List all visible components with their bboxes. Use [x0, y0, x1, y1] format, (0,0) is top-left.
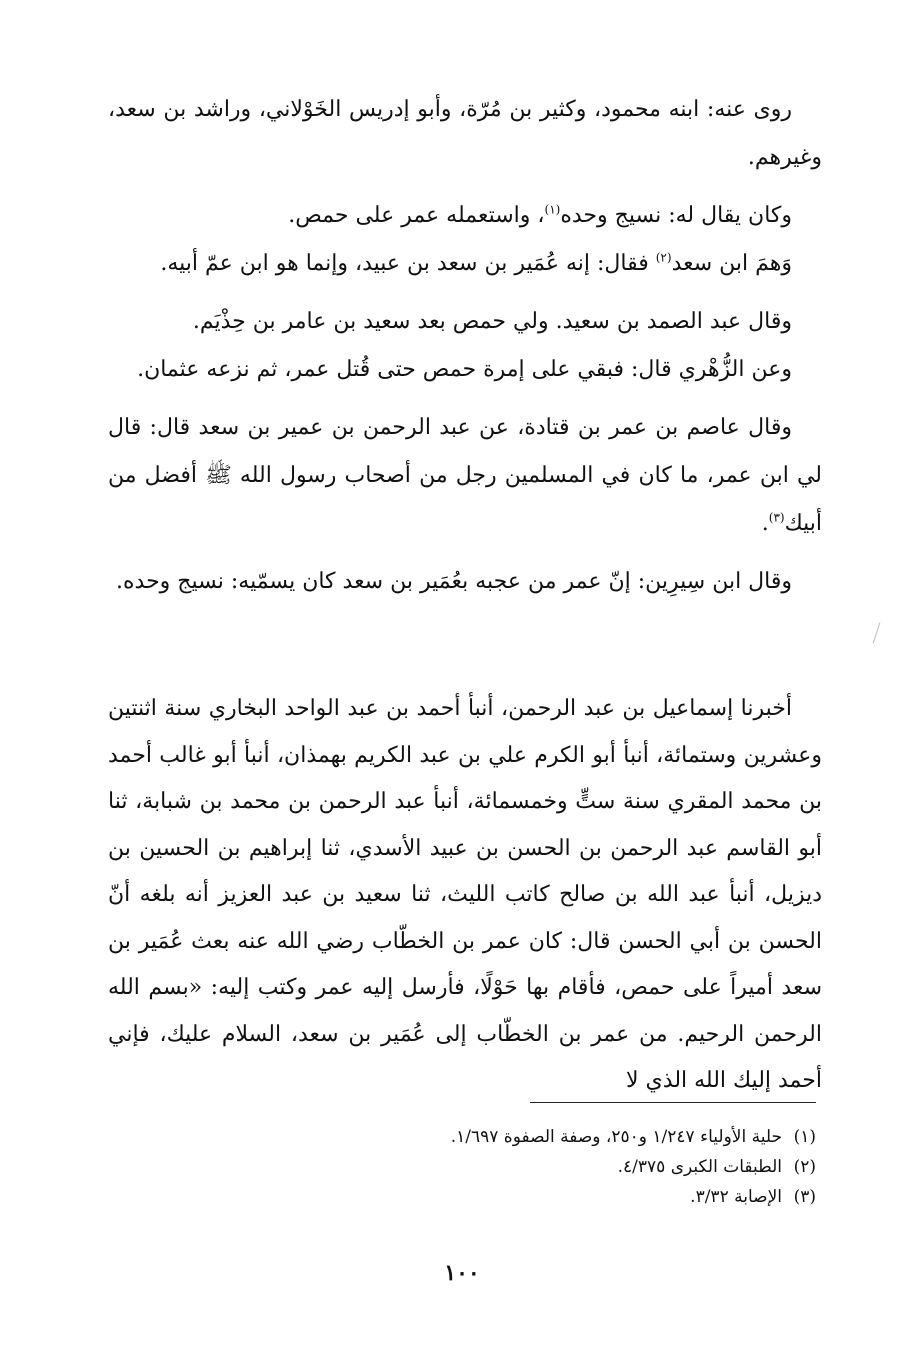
- hadith-paragraph: أخبرنا إسماعيل بن عبد الرحمن، أنبأ أحمد بن عبد الواحد البخاري سنة اثنتين وعشرين وستمائة، أنبأ أبو الكرم علي بن عبد الكريم بهمذان، أنبأ أبو غالب أحمد بن محمد المقري سنة ستٍّ وخمسمائة، أنبأ عبد الرحمن بن محمد بن شبابة، ثنا أبو القاسم عبد الرحمن بن الحسن بن عبيد الأسدي، ثنا إبراهيم بن الحسين بن ديزيل، أنبأ عبد الله بن صالح كاتب الليث، ثنا سعيد بن عبد العزيز أنه بلغه أنّ الحسن بن أبي الحسن قال: كان عمر بن الخطّاب رضي الله عنه بعث عُمَير بن سعد أميراً على حمص، فأقام بها حَوْلًا، فأرسل إليه عمر وكتب إليه: «بسم الله الرحمن الرحيم. من عمر بن الخطّاب إلى عُمَير بن سعد، السلام عليك، فإني أحمد إليك الله الذي لا: [108, 696, 822, 1093]
- footnote-2-number: (٢): [793, 1157, 816, 1177]
- footnote-1: [108, 1122, 816, 1152]
- footnote-2: [108, 1152, 816, 1182]
- footnote-3: [108, 1182, 816, 1212]
- narrators-paragraph: روى عنه: ابنه محمود، وكثير بن مُرّة، وأبو إدريس الخَوْلاني، وراشد بن سعد، وغيرهم.: [108, 97, 822, 170]
- ibn-saad-paragraph: [108, 240, 822, 288]
- footnote-1-text: حلية الأولياء ١/٢٤٧ و٢٥٠، وصفة الصفوة ١/٦٩٧.: [450, 1127, 782, 1147]
- footnotes: [108, 1122, 816, 1212]
- footnote-3-text: الإصابة ٣/٣٢.: [690, 1187, 782, 1207]
- zuhri-paragraph: وعن الزُّهْري قال: فبقي على إمرة حمص حتى قُتل عمر، ثم نزعه عثمان.: [137, 357, 792, 382]
- asim-paragraph: [108, 404, 822, 548]
- footnote-3-number: (٣): [793, 1187, 816, 1207]
- footnote-1-number: (١): [793, 1127, 816, 1147]
- nickname-text: وكان يقال له: نسيج وحده: [560, 203, 792, 228]
- footnote-divider: [530, 1102, 816, 1103]
- ibn-saad-text-end: فقال: إنه عُمَير بن سعد بن عبيد، وإنما هو ابن عمّ أبيه.: [160, 251, 656, 276]
- ibn-saad-text: وَهمَ ابن سعد: [671, 251, 792, 276]
- asim-text: وقال عاصم بن عمر بن قتادة، عن عبد الرحمن بن عمير بن سعد قال: قال لي ابن عمر، ما كان في المسلمين رجل من أصحاب رسول الله ﷺ أفضل من أبيك: [108, 415, 822, 536]
- footnote-marker-1: (١): [544, 202, 561, 217]
- footnote-marker-3: (٣): [768, 510, 785, 525]
- footnote-2-text: الطبقات الكبرى ٤/٣٧٥.: [617, 1157, 782, 1177]
- ibn-sirin-paragraph: وقال ابن سِيرِين: إنّ عمر من عجبه بعُمَير بن سعد كان يسمّيه: نسيج وحده.: [116, 569, 792, 594]
- footnote-marker-2: (٢): [655, 250, 672, 265]
- nickname-text-end: ، واستعمله عمر على حمص.: [288, 203, 545, 228]
- asim-text-end: .: [761, 511, 769, 536]
- abd-al-samad-paragraph: وقال عبد الصمد بن سعيد. ولي حمص بعد سعيد بن عامر بن حِذْيَم.: [192, 309, 792, 334]
- nickname-paragraph: [108, 192, 822, 240]
- hadith-block: [108, 686, 822, 1105]
- page-number: ١٠٠: [444, 1260, 480, 1286]
- margin-mark: [873, 622, 881, 643]
